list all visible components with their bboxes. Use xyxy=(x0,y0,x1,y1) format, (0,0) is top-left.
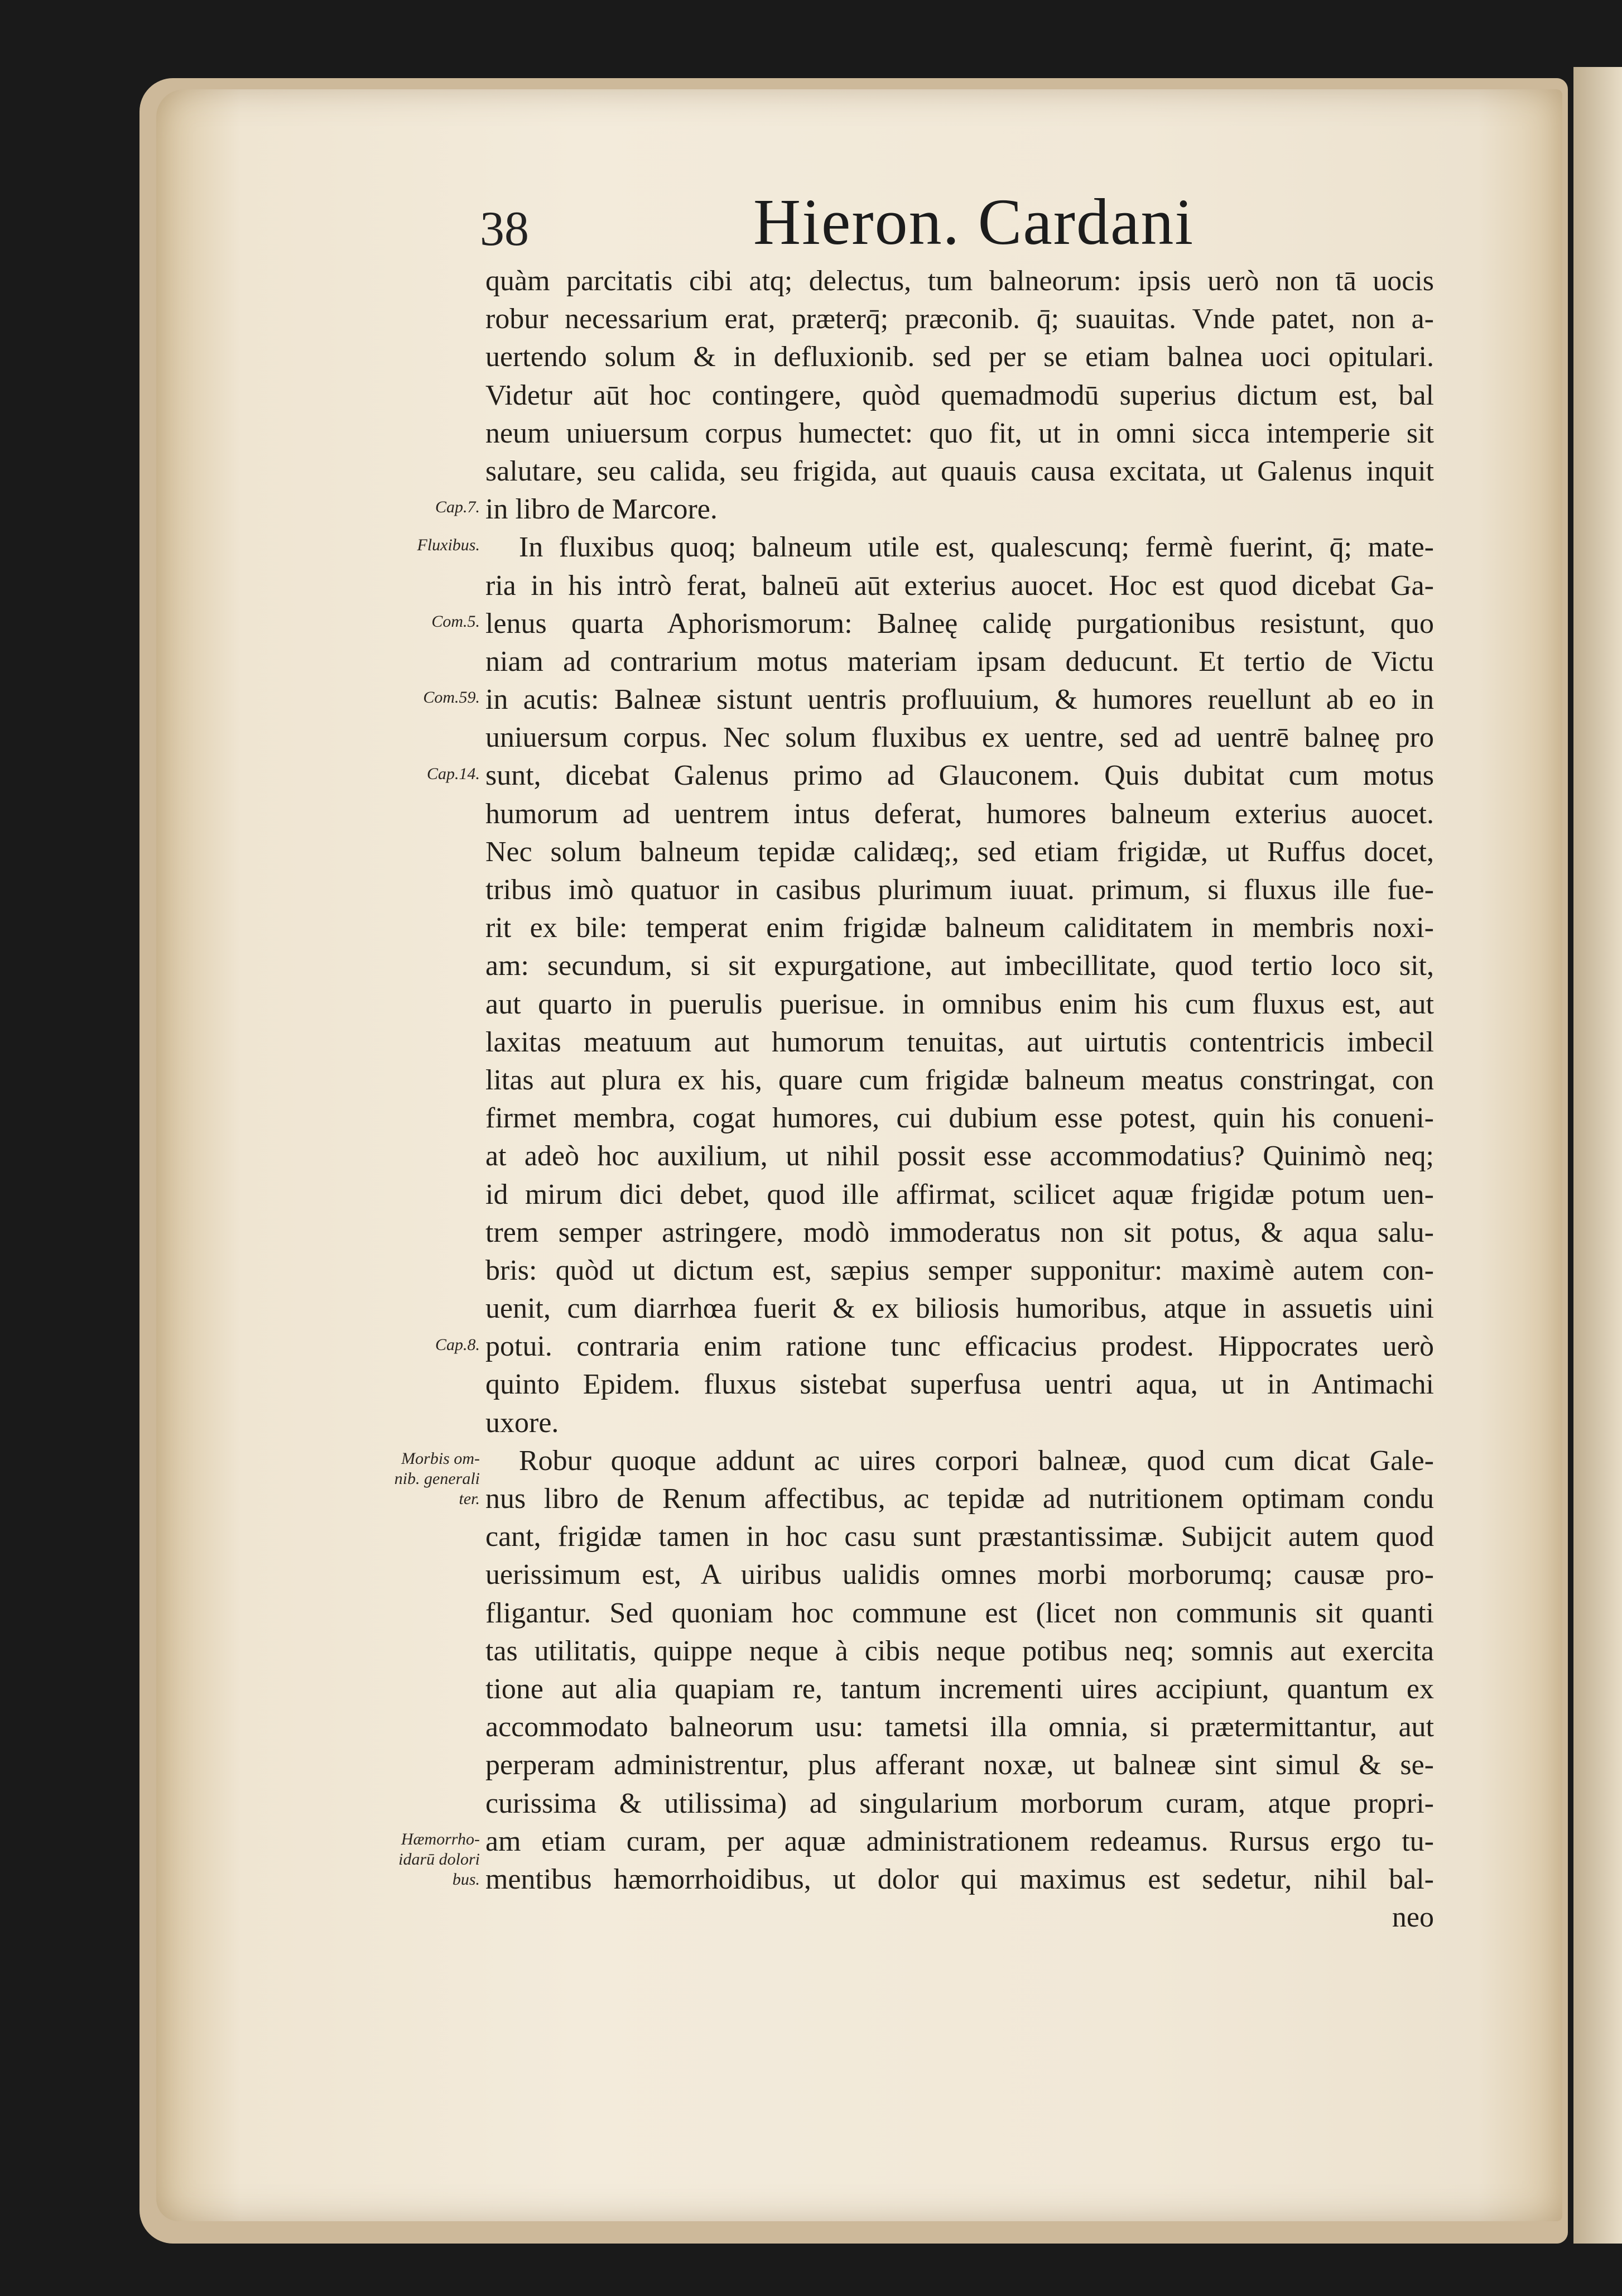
margin-note: Fluxibus. xyxy=(417,536,480,555)
text-line: uenit, cum diarrhœa fuerit & ex biliosis humoribus, atque in assuetis uini xyxy=(485,1293,1434,1325)
text-line: robur necessarium erat, præterq̄; præconib. q̄; suauitas. Vnde patet, non a- xyxy=(485,303,1434,335)
text-line: firmet membra, cogat humores, cui dubium esse potest, quin his conueni- xyxy=(485,1102,1434,1135)
text-line: quàm parcitatis cibi atq; delectus, tum balneorum: ipsis uerò non tā uocis xyxy=(485,265,1434,297)
margin-note: Com.59. xyxy=(423,688,480,707)
text-line: neum uniuersum corpus humectet: quo fit, ut in omni sicca intemperie sit xyxy=(485,417,1434,449)
page-title: Hieron. Cardani xyxy=(753,185,1195,258)
text-line: potui. contraria enim ratione tunc efficacius prodest. Hippocrates uerò xyxy=(485,1330,1434,1363)
text-line: at adeò hoc auxilium, ut nihil possit esse accommodatius? Quinimò neq; xyxy=(485,1140,1434,1173)
text-line: quinto Epidem. fluxus sistebat superfusa uentri aqua, ut in Antimachi xyxy=(485,1368,1434,1401)
text-line: bris: quòd ut dictum est, sæpius semper supponitur: maximè autem con- xyxy=(485,1254,1434,1286)
facing-page-edge xyxy=(1573,67,1622,2244)
text-line: litas aut plura ex his, quare cum frigidæ balneum meatus constringat, con xyxy=(485,1064,1434,1096)
text-line: uniuersum corpus. Nec solum fluxibus ex uentre, sed ad uentrē balneę pro xyxy=(485,722,1434,754)
text-line: neo xyxy=(1392,1901,1434,1934)
text-line: mentibus hæmorrhoidibus, ut dolor qui maximus est sedetur, nihil bal- xyxy=(485,1863,1434,1895)
text-line: cant, frigidæ tamen in hoc casu sunt præstantissimæ. Subijcit autem quod xyxy=(485,1521,1434,1553)
text-line: trem semper astringere, modò immoderatus non sit potus, & aqua salu- xyxy=(485,1216,1434,1248)
text-line: laxitas meatuum aut humorum tenuitas, aut uirtutis contentricis imbecil xyxy=(485,1026,1434,1058)
running-head xyxy=(480,184,1455,257)
text-line: uerissimum est, A uiribus ualidis omnes morbi morborumq; causæ pro- xyxy=(485,1559,1434,1591)
body-text xyxy=(485,262,1434,1937)
text-line: In fluxibus quoq; balneum utile est, qualescunq; fermè fuerint, q̄; mate- xyxy=(519,531,1434,564)
text-line: am: secundum, si sit expurgatione, aut imbecillitate, quod tertio loco sit, xyxy=(485,950,1434,982)
margin-note: Com.5. xyxy=(431,612,480,631)
text-line: uertendo solum & in defluxionib. sed per se etiam balnea uoci opitulari. xyxy=(485,341,1434,373)
text-line: accommodato balneorum usu: tametsi illa omnia, si prætermittantur, aut xyxy=(485,1711,1434,1743)
text-line: id mirum dici debet, quod ille affirmat, scilicet aquæ frigidæ potum uen- xyxy=(485,1178,1434,1211)
text-line: am etiam curam, per aquæ administrationem redeamus. Rursus ergo tu- xyxy=(485,1825,1434,1857)
text-line: ria in his intrò ferat, balneū aūt exterius auocet. Hoc est quod dicebat Ga- xyxy=(485,569,1434,602)
margin-note: Morbis om- nib. generali ter. xyxy=(394,1449,480,1509)
margin-note: Cap.14. xyxy=(426,764,480,783)
margin-note: Hæmorrho- idarū dolori bus. xyxy=(398,1830,480,1889)
margin-note: Cap.8. xyxy=(435,1335,480,1354)
text-line: in libro de Marcore. xyxy=(485,493,718,526)
text-line: curissima & utilissima) ad singularium morborum curam, atque propri- xyxy=(485,1787,1434,1819)
text-line: Videtur aūt hoc contingere, quòd quemadmodū superius dictum est, bal xyxy=(485,379,1434,411)
text-line: Robur quoque addunt ac uires corpori balneæ, quod cum dicat Gale- xyxy=(519,1444,1434,1477)
text-line: in acutis: Balneæ sistunt uentris profluuium, & humores reuellunt ab eo in xyxy=(485,684,1434,716)
text-line: tione aut alia quapiam re, tantum incrementi uires accipiunt, quantum ex xyxy=(485,1673,1434,1705)
text-line: rit ex bile: temperat enim frigidæ balneum caliditatem in membris noxi- xyxy=(485,912,1434,944)
page-number: 38 xyxy=(480,202,529,256)
text-line: aut quarto in puerulis puerisue. in omnibus enim his cum fluxus est, aut xyxy=(485,988,1434,1020)
text-line: uxore. xyxy=(485,1406,559,1439)
text-line: sunt, dicebat Galenus primo ad Glauconem. Quis dubitat cum motus xyxy=(485,760,1434,792)
text-line: humorum ad uentrem intus deferat, humores balneum exterius auocet. xyxy=(485,798,1434,830)
text-line: perperam administrentur, plus afferant noxæ, ut balneæ sint simul & se- xyxy=(485,1749,1434,1781)
text-line: niam ad contrarium motus materiam ipsam deducunt. Et tertio de Victu xyxy=(485,645,1434,678)
text-line: Nec solum balneum tepidæ calidæq;, sed etiam frigidæ, ut Ruffus docet, xyxy=(485,835,1434,868)
margin-note: Cap.7. xyxy=(435,498,480,517)
text-line: nus libro de Renum affectibus, ac tepidæ ad nutritionem optimam condu xyxy=(485,1483,1434,1515)
text-line: fligantur. Sed quoniam hoc commune est (licet non communis sit quanti xyxy=(485,1597,1434,1629)
text-line: lenus quarta Aphorismorum: Balneę calidę purgationibus resistunt, quo xyxy=(485,607,1434,640)
text-line: salutare, seu calida, seu frigida, aut quauis causa excitata, ut Galenus inquit xyxy=(485,455,1434,487)
text-line: tribus imò quatuor in casibus plurimum iuuat. primum, si fluxus ille fue- xyxy=(485,874,1434,906)
text-line: tas utilitatis, quippe neque à cibis neque potibus neq; somnis aut exercita xyxy=(485,1635,1434,1667)
